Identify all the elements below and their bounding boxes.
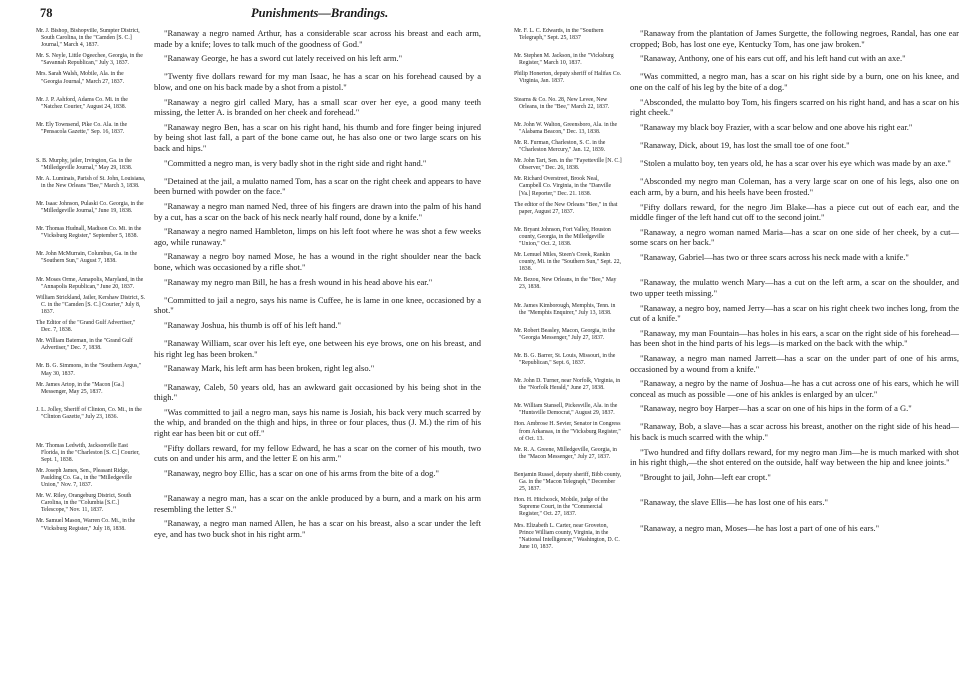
advertisement-entry bbox=[514, 277, 959, 298]
advertisement-text: "Ranaway, Dick, about 19, has lost the small toe of one foot." bbox=[640, 139, 850, 150]
advertisement-entry bbox=[36, 201, 481, 222]
advertisement-entry bbox=[36, 407, 481, 439]
source-citation: Mr. James Kimborough, Memphis, Tenn. in the "Memphis Enquirer," July 13, 1838. bbox=[514, 302, 616, 316]
advertisement-entry bbox=[36, 518, 481, 539]
advertisement-entry bbox=[514, 303, 959, 324]
source-citation: Mr. William Stansell, Pickesville, Ala. in the "Huntsville Democrat," August 29, 1837. bbox=[514, 403, 618, 417]
advertisement-text: "Ranaway a negro boy named Mose, he has a wound in the right shoulder near the back bone, which was occasioned by a rifle shot." bbox=[154, 251, 481, 272]
advertisement-text: "Ranaway, a negro boy, named Jerry—has a scar on his right cheek two inches long, from the cut of a knife." bbox=[630, 302, 959, 324]
advertisement-entry bbox=[36, 158, 481, 172]
advertisement-text: "Ranaway, Gabriel—has two or three scars across his neck made with a knife." bbox=[640, 252, 909, 263]
advertisement-text: "Was committed to jail a negro man, says his name is Josiah, his back very much scarred by the whip, and branded on the thigh and hips, in three or four places, thus (J. M.) the rim of his right ear has been bit or cut off." bbox=[154, 406, 481, 438]
advertisement-entry bbox=[36, 122, 481, 154]
advertisement-text: "Ranaway Joshua, his thumb is off of his left hand." bbox=[164, 320, 341, 331]
advertisement-entry bbox=[514, 97, 959, 118]
advertisement-text: "Ranaway a negro man named Ned, three of his fingers are drawn into the palm of his hand by a cut, has a scar on the back of his neck nearly half round, done by a knife." bbox=[154, 201, 481, 222]
advertisement-entry bbox=[514, 227, 959, 248]
source-citation: J. L. Jolley, Sheriff of Clinton, Co. Mi., in the "Clinton Gazette," July 23, 1836. bbox=[36, 406, 142, 420]
source-citation: Mr. William Bateman, in the "Grand Gulf Advertiser," Dec. 7, 1838. bbox=[36, 338, 133, 352]
advertisement-text: "Ranaway, a negro man, Moses—he has lost a part of one of his ears." bbox=[640, 522, 880, 533]
source-citation: Mr. R. A. Greene, Milledgeville, Georgia, in the "Macon Messenger," July 27, 1837. bbox=[514, 446, 617, 460]
advertisement-entry bbox=[36, 338, 481, 359]
advertisement-entry bbox=[514, 176, 959, 197]
advertisement-entry bbox=[36, 320, 481, 334]
page-header bbox=[36, 6, 941, 26]
advertisement-text: "Was committed, a negro man, has a scar on his right side by a burn, one on his knee, and one on the calf of his leg by the bite of a dog." bbox=[630, 71, 959, 92]
running-title: Punishments—Brandings. bbox=[251, 6, 389, 20]
source-citation: Stearns & Co. No. 28, New Levee, New Orleans, in the "Bee," March 22, 1837. bbox=[514, 96, 610, 110]
advertisement-entry bbox=[514, 472, 959, 493]
source-citation: Mr. F. L. C. Edwards, in the "Southern Telegraph," Sept. 25, 1837 bbox=[514, 28, 604, 42]
advertisement-entry bbox=[514, 447, 959, 468]
source-citation: Mr. Samuel Mason, Warren Co. Mi., in the "Vicksburg Register," July 18, 1838. bbox=[36, 518, 136, 532]
advertisement-text: "Ranaway William, scar over his left eye, one between his eye brows, one on his breast, and his right leg has been broken." bbox=[154, 338, 481, 359]
advertisement-entry bbox=[514, 421, 959, 442]
advertisement-entry bbox=[514, 122, 959, 136]
advertisement-text: "Ranaway, my man Fountain—has holes in his ears, a scar on the right side of his forehead—has been shot in the hind parts of his legs—is marked on the back with the whip." bbox=[630, 327, 959, 349]
advertisement-entry bbox=[36, 251, 481, 272]
advertisement-text: "Ranaway, Anthony, one of his ears cut off, and his left hand cut with an axe." bbox=[640, 53, 906, 64]
advertisement-entry bbox=[514, 497, 959, 518]
advertisement-entry bbox=[36, 493, 481, 514]
source-citation: Mr. Ely Townsend, Pike Co. Ala. in the "Pensacola Gazette," Sep. 16, 1837. bbox=[36, 121, 128, 135]
advertisement-text: "Detained at the jail, a mulatto named Tom, has a scar on the right cheek and appears to have been burned with powder on the face." bbox=[154, 175, 481, 197]
source-citation: Mr. Thomas Hudnall, Madison Co. Mi. in the "Vicksburg Register," September 5, 1838. bbox=[36, 226, 142, 240]
source-citation: William Strickland, Jailer, Kershaw District, S. C. in the "Camden [S. C.] Courier," July 8, 1837. bbox=[36, 294, 146, 315]
source-citation: Mr. Lemuel Miles, Steen's Creek, Rankin county, Mi. in the "Southern Sun," Sept. 22, 1838. bbox=[514, 252, 621, 273]
advertisement-text: "Ranaway a negro named Hambleton, limps on his left foot where he was shot a few weeks ago, while runaway." bbox=[154, 226, 481, 247]
advertisement-entry bbox=[36, 176, 481, 197]
source-citation: Mr. John W. Walton, Greensboro, Ala. in the "Alabama Beacon," Dec. 13, 1838. bbox=[514, 121, 618, 135]
source-citation: S. B. Murphy, jailer, Irvington, Ga. in the "Milledgeville Journal," May 29, 1838. bbox=[36, 157, 133, 171]
advertisement-text: "Ranaway a negro named Arthur, has a considerable scar across his breast and each arm, made by a knife; loves to talk much of the goodness of God." bbox=[154, 28, 481, 49]
advertisement-entry bbox=[514, 353, 959, 374]
source-citation: Philip Honerton, deputy sheriff of Halifax Co. Virginia, Jan. 1837. bbox=[514, 71, 622, 85]
source-citation: Mr. A. Luminais, Parish of St. John, Louisiana, in the New Orleans "Bee," March 3, 1838. bbox=[36, 175, 146, 189]
advertisement-entry bbox=[514, 252, 959, 273]
advertisement-text: "Ranaway, the slave Ellis—he has lost one of his ears." bbox=[640, 497, 828, 508]
advertisement-entry bbox=[514, 140, 959, 154]
advertisement-entry bbox=[36, 468, 481, 489]
source-citation: The editor of the New Orleans "Bee," in that paper, August 27, 1837. bbox=[514, 201, 618, 215]
source-citation: Hon. Ambrose H. Sevier, Senator in Congress from Arkansas, in the "Vicksburg Register," of Oct. 13. bbox=[514, 421, 621, 442]
advertisement-entry bbox=[514, 28, 959, 49]
advertisement-entry bbox=[514, 158, 959, 172]
advertisement-entry bbox=[514, 523, 959, 551]
advertisement-text: "Ranaway, a negro woman named Maria—has a scar on one side of her cheek, by a cut—some scars on her back." bbox=[630, 226, 959, 248]
advertisement-text: "Ranaway, negro boy Harper—has a scar on one of his hips in the form of a G." bbox=[640, 403, 912, 414]
advertisement-text: "Ranaway a negro man, has a scar on the ankle produced by a burn, and a mark on his arm resembling the letter S." bbox=[154, 493, 481, 514]
advertisement-text: "Stolen a mulatto boy, ten years old, he has a scar over his eye which was made by an axe." bbox=[640, 158, 951, 169]
advertisement-text: "Twenty five dollars reward for my man Isaac, he has a scar on his forehead caused by a blow, and one on his back made by a shot from a pistol." bbox=[154, 71, 481, 93]
advertisement-text: "Ranaway, a negro by the name of Joshua—he has a cut across one of his ears, which he will conceal as much as possible —one of his ankles is enlarged by an ulcer." bbox=[630, 378, 959, 399]
advertisement-text: "Ranaway, the mulatto wench Mary—has a cut on the left arm, a scar on the shoulder, and two upper teeth missing." bbox=[630, 277, 959, 298]
source-citation: Mr. John Tart, Sen. in the "Fayetteville [N. C.] Observer," Dec. 26, 1838. bbox=[514, 158, 622, 172]
page-number: 78 bbox=[40, 6, 53, 20]
advertisement-entry bbox=[36, 97, 481, 118]
advertisement-text: "Committed a negro man, is very badly shot in the right side and right hand." bbox=[164, 157, 427, 168]
advertisement-entry bbox=[36, 443, 481, 464]
advertisement-text: "Ranaway, Caleb, 50 years old, has an awkward gait occasioned by his being shot in the thigh." bbox=[154, 381, 481, 403]
advertisement-entry bbox=[514, 403, 959, 417]
advertisement-text: "Fifty dollars reward, for my fellow Edward, he has a scar on the corner of his mouth, two cuts on and under his arm, and the letter E on his arm." bbox=[154, 442, 481, 464]
source-citation: The Editor of the "Grand Gulf Advertiser," Dec. 7, 1838. bbox=[36, 320, 136, 334]
advertisement-text: "Ranaway my negro man Bill, he has a fresh wound in his head above his ear." bbox=[164, 276, 433, 287]
advertisement-entry bbox=[514, 378, 959, 399]
source-citation: Mr. B. G. Barrer, St. Louis, Missouri, in the "Republican," Sept. 6, 1837. bbox=[514, 352, 616, 366]
source-citation: Mr. S. Neyle, Little Ogeechee, Georgia, in the "Savannah Republican," July 3, 1837. bbox=[36, 53, 143, 67]
source-citation: Mr. Moses Orme, Annapolis, Maryland, in the "Annapolis Republican," June 20, 1837. bbox=[36, 276, 144, 290]
advertisement-entry bbox=[514, 328, 959, 349]
source-citation: Mr. Isaac Johnson, Pulaski Co. Georgia, in the "Milledgeville Journal," June 19, 1838. bbox=[36, 201, 144, 215]
source-citation: Mr. John McMurrain, Columbus, Ga. in the "Southern Sun," August 7, 1838. bbox=[36, 251, 138, 265]
advertisement-entry bbox=[36, 295, 481, 316]
advertisement-entry bbox=[36, 53, 481, 67]
source-citation: Mr. R. Furman, Charleston, S. C. in the "Charleston Mercury," Jan. 12, 1839. bbox=[514, 139, 606, 154]
source-citation: Mr. Stephen M. Jackson, in the "Vicksburg Register," March 10, 1837. bbox=[514, 53, 614, 67]
source-citation: Mr. James Artop, in the "Macon [Ga.] Messenger, May 25, 1837. bbox=[36, 381, 124, 395]
advertisement-text: "Ranaway from the plantation of James Surgette, the following negroes, Randal, has one ear cropped; Bob, has lost one eye, Kentucky Tom, has one jaw broken." bbox=[630, 28, 959, 49]
advertisement-text: "Fifty dollars reward, for the negro Jim Blake—has a piece cut out of each ear, and the middle finger of the left hand cut off to the second joint." bbox=[630, 201, 959, 223]
advertisement-text: "Brought to jail, John—left ear cropt." bbox=[640, 471, 771, 482]
advertisement-entry bbox=[36, 277, 481, 291]
advertisement-entry bbox=[36, 226, 481, 247]
advertisement-entry bbox=[36, 382, 481, 403]
source-citation: Mr. Bezou, New Orleans, in the "Bee," May 23, 1838. bbox=[514, 277, 617, 291]
advertisement-text: "Ranaway George, he has a sword cut lately received on his left arm." bbox=[164, 53, 403, 64]
advertisement-entry bbox=[514, 202, 959, 223]
source-citation: Mrs. Elizabeth L. Carter, near Groveton, Prince William county, Virginia, in the "National Intelligencer," Washington, D. C. June 10, 1837. bbox=[514, 522, 620, 550]
advertisement-text: "Ranaway Mark, his left arm has been broken, right leg also." bbox=[164, 363, 375, 374]
source-citation: Mr. Joseph James, Sen., Pleasant Ridge, Paulding Co. Ga., in the "Milledgeville Union," Nov. 7, 1837. bbox=[36, 467, 132, 489]
source-citation: Mr. Thomas Ledwith, Jacksonville East Florida, in the "Charleston [S. C.] Courier, Sept. 1, 1838. bbox=[36, 442, 140, 463]
source-citation: Mr. Bryant Johnson, Fort Valley, Houston county, Georgia, in the Milledgeville "Union," Oct. 2, 1838. bbox=[514, 226, 611, 247]
advertisement-text: "Ranaway my black boy Frazier, with a scar below and one above his right ear." bbox=[640, 121, 913, 132]
advertisement-text: "Absconded, the mulatto boy Tom, his fingers scarred on his right hand, and has a scar on his right cheek." bbox=[630, 96, 959, 118]
advertisement-text: "Ranaway a negro girl called Mary, has a small scar over her eye, a good many teeth missing, the letter A. is branded on her cheek and forehead." bbox=[154, 96, 481, 118]
advertisement-text: "Ranaway, a negro man named Jarrett—has a scar on the under part of one of his arms, occasioned by a wound from a knife." bbox=[630, 352, 959, 374]
source-citation: Mrs. Sarah Walsh, Mobile, Ala. in the "Georgia Journal," March 27, 1837. bbox=[36, 71, 125, 85]
advertisement-text: "Absconded my negro man Coleman, has a very large scar on one of his legs, also one on each arm, by a burn, and his heels have been frosted." bbox=[630, 176, 959, 197]
source-citation: Mr. Richard Overstreet, Brook Neal, Campbell Co. Virginia, in the "Danville [Va.] Reporter," Dec. 21. 1838. bbox=[514, 176, 612, 197]
advertisement-text: "Ranaway negro Ben, has a scar on his right hand, his thumb and fore finger being injured by being shot last fall, a part of the bone came out, he has also one or two large scars on his back and hips." bbox=[154, 121, 481, 154]
advertisement-text: "Two hundred and fifty dollars reward, for my negro man Jim—he is much marked with shot in his right thigh,—the shot entered on the outside, half way between the hip and knee joints." bbox=[630, 446, 959, 468]
right-half bbox=[514, 28, 959, 688]
source-citation: Mr. John D. Turner, near Norfolk, Virginia, in the "Norfolk Herald," June 27, 1838. bbox=[514, 378, 621, 392]
source-citation: Mr. W. Riley, Orangeburg District, South Carolina, in the "Columbia [S.C.] Telescope," Nov. 11, 1837. bbox=[36, 493, 132, 514]
source-citation: Hon. H. Hitchcock, Mobile, judge of the Supreme Court, in the "Commercial Register," Oct. 27, 1837. bbox=[514, 497, 609, 518]
advertisement-text: "Ranaway, a negro man named Allen, he has a scar on his breast, also a scar under the left eye, and has two buck shot in his right arm." bbox=[154, 518, 481, 539]
source-citation: Mr. J. Bishop, Bishopville, Sumpter District, South Carolina, in the "Camden [S. C.] Journal," March 4, 1837. bbox=[36, 28, 140, 49]
advertisement-entry bbox=[36, 28, 481, 49]
source-citation: Mr. Robert Beasley, Macon, Georgia, in the "Georgia Messenger," July 27, 1837. bbox=[514, 327, 616, 341]
source-citation: Benjamin Russel, deputy sheriff, Bibb county, Ga. in the "Macon Telegraph," December 25, 1837. bbox=[514, 471, 622, 493]
advertisement-text: "Ranaway, negro boy Ellic, has a scar on one of his arms from the bite of a dog." bbox=[164, 467, 440, 478]
advertisement-text: "Ranaway, Bob, a slave—has a scar across his breast, another on the right side of his head—his back is much scarred with the whip." bbox=[630, 421, 959, 443]
advertisement-entry bbox=[36, 363, 481, 377]
advertisement-entry bbox=[36, 71, 481, 92]
source-citation: Mr. J. P. Ashford, Adams Co. Mi. in the "Natchez Courier," August 24, 1838. bbox=[36, 96, 128, 110]
advertisement-entry bbox=[514, 53, 959, 67]
advertisement-entry bbox=[514, 71, 959, 92]
source-citation: Mr. B. G. Simmons, in the "Southern Argus," May 30, 1837. bbox=[36, 363, 142, 377]
left-half bbox=[36, 28, 481, 688]
advertisement-text: "Committed to jail a negro, says his name is Cuffee, he is lame in one knee, occasioned by a shot." bbox=[154, 294, 481, 316]
